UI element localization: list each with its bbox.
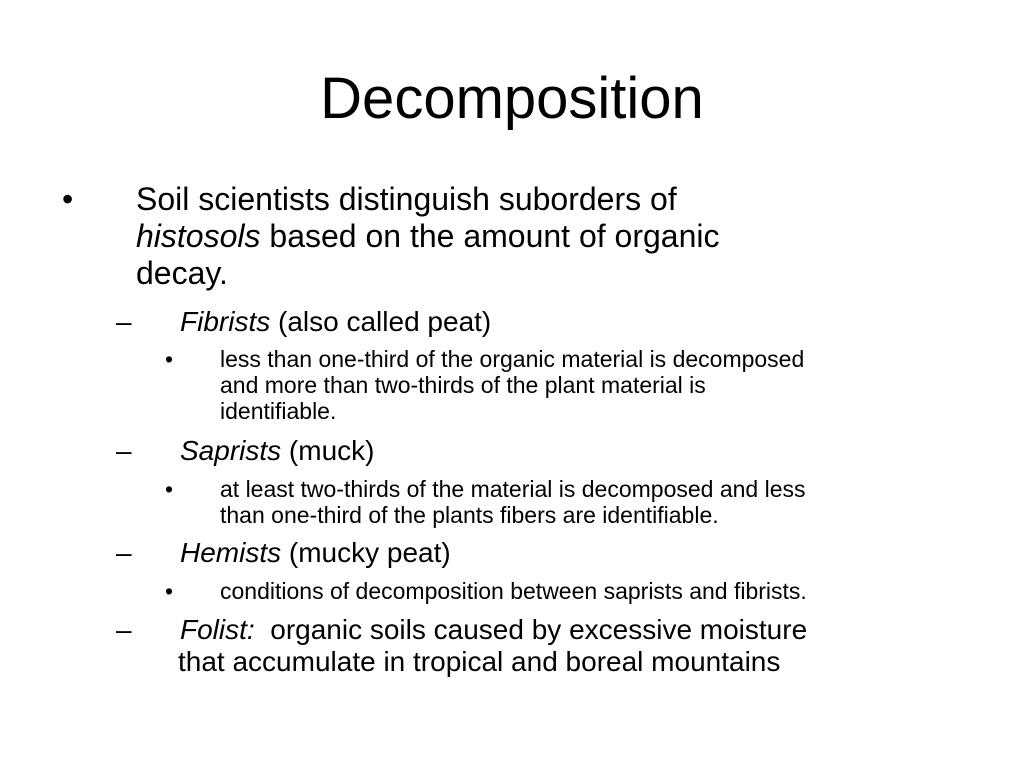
fibrists-detail-line-2: and more than two-thirds of the plant material is	[220, 372, 706, 398]
saprists-desc: (muck)	[281, 435, 375, 466]
intro-line-2-text: based on the amount of organic	[260, 218, 720, 254]
bullet-marker: •	[165, 578, 174, 604]
dash-marker: –	[116, 306, 132, 337]
slide-title: Decomposition	[320, 66, 704, 131]
folist-heading	[180, 614, 807, 646]
folist-term: Folist:	[180, 614, 255, 645]
fibrists-heading	[180, 306, 491, 338]
dash-marker: –	[116, 537, 132, 568]
hemists-term: Hemists	[180, 537, 282, 568]
hemists-desc: (mucky peat)	[281, 537, 451, 568]
dash-marker: –	[116, 614, 132, 645]
bullet-marker: •	[165, 346, 174, 372]
saprists-term: Saprists	[180, 435, 282, 466]
saprists-detail-line-1: at least two-thirds of the material is decomposed and less	[220, 476, 806, 502]
folist-line-2: that accumulate in tropical and boreal mountains	[178, 646, 781, 677]
saprists-detail-line-2: than one-third of the plants fibers are identifiable.	[220, 502, 719, 528]
saprists-heading	[180, 435, 374, 467]
intro-line-1: Soil scientists distinguish suborders of	[136, 181, 677, 217]
fibrists-term: Fibrists	[180, 306, 271, 337]
folist-desc: organic soils caused by excessive moisture	[254, 614, 808, 645]
fibrists-desc: (also called peat)	[270, 306, 492, 337]
histosols-term: histosols	[136, 218, 261, 254]
dash-marker: –	[116, 435, 132, 466]
hemists-heading	[180, 537, 451, 569]
fibrists-detail-line-3: identifiable.	[220, 398, 337, 424]
bullet-marker: •	[165, 476, 174, 502]
fibrists-detail-line-1: less than one-third of the organic material is decomposed	[220, 346, 805, 372]
bullet-marker: •	[62, 181, 74, 217]
hemists-detail-line-1: conditions of decomposition between saprists and fibrists.	[220, 578, 807, 604]
intro-line-2	[136, 218, 719, 255]
intro-line-3: decay.	[136, 255, 228, 291]
